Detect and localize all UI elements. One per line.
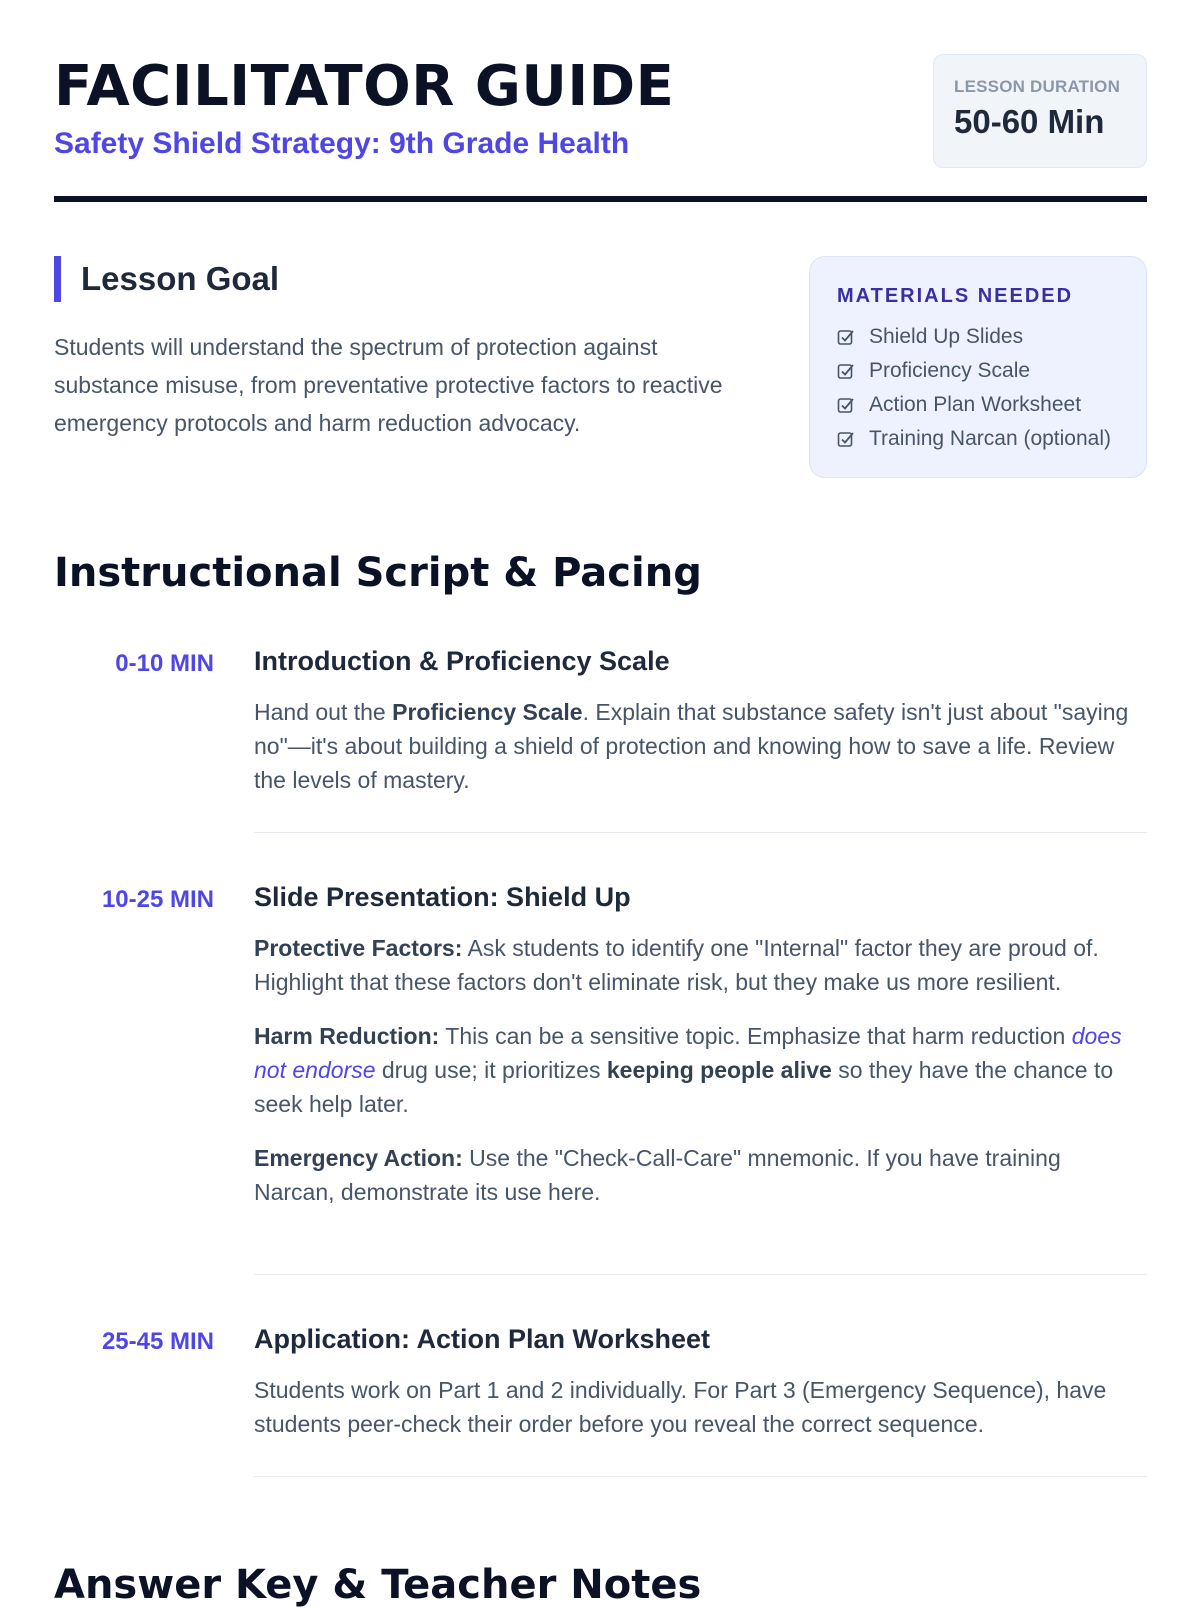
step-divider: [254, 1274, 1147, 1275]
text-segment: so they have the chance to seek help later.: [254, 1057, 1114, 1117]
text-segment: This can be a sensitive topic. Emphasize that harm reduction: [439, 1023, 1072, 1049]
materials-item-label: Proficiency Scale: [869, 359, 1031, 382]
step-paragraph: Students work on Part 1 and 2 individually. For Part 3 (Emergency Sequence), have students peer-check their order before you reveal the correct sequence.: [254, 1377, 1107, 1437]
materials-card: [809, 256, 1147, 478]
step-divider: [254, 1476, 1147, 1477]
goal-accent-bar: [54, 256, 61, 302]
step-paragraph: [254, 931, 1147, 999]
materials-item: [837, 320, 1119, 354]
checkbox-checked-icon: [837, 362, 855, 380]
text-segment: drug use; it prioritizes: [375, 1057, 607, 1083]
step-content: [254, 646, 1147, 817]
step-paragraph: [254, 1141, 1147, 1209]
text-strong: Harm Reduction:: [254, 1023, 440, 1049]
step-divider: [254, 832, 1147, 833]
step-time: 0-10 MIN: [115, 650, 214, 677]
checkbox-checked-icon: [837, 328, 855, 346]
materials-item: [837, 354, 1119, 388]
text-strong: Protective Factors:: [254, 935, 463, 961]
answer-key-heading: Answer Key & Teacher Notes: [54, 1562, 702, 1608]
materials-item: [837, 422, 1119, 456]
materials-item-label: Action Plan Worksheet: [869, 393, 1082, 416]
step-content: [254, 882, 1147, 1229]
text-segment: Hand out the: [254, 699, 393, 725]
text-strong: Proficiency Scale: [392, 699, 583, 725]
page-title: FACILITATOR GUIDE: [54, 54, 675, 119]
materials-item: [837, 388, 1119, 422]
duration-label: LESSON DURATION: [954, 77, 1121, 96]
step-title: Application: Action Plan Worksheet: [254, 1324, 711, 1354]
lesson-goal-heading: Lesson Goal: [81, 260, 280, 297]
facilitator-guide-page: [54, 0, 1147, 1608]
text-segment: Ask students to identify one "Internal" factor they are proud of. Highlight that these factors don't eliminate risk, but they make us more resilient.: [254, 935, 1099, 995]
materials-item-label: Shield Up Slides: [869, 325, 1024, 348]
step-paragraph: [254, 1019, 1147, 1121]
text-strong: Emergency Action:: [254, 1145, 463, 1171]
materials-heading: MATERIALS NEEDED: [837, 285, 1074, 307]
text-strong: keeping people alive: [606, 1057, 832, 1083]
checkbox-checked-icon: [837, 396, 855, 414]
page-subtitle: Safety Shield Strategy: 9th Grade Health: [54, 127, 630, 160]
step-title: Introduction & Proficiency Scale: [254, 646, 670, 676]
lesson-goal-text: Students will understand the spectrum of protection against substance misuse, from preventative protective factors to reactive emergency protocols and harm reduction advocacy.: [54, 334, 723, 436]
step-content: [254, 1324, 1147, 1461]
header-divider: [54, 196, 1147, 202]
duration-value: 50-60 Min: [954, 103, 1105, 140]
script-heading: Instructional Script & Pacing: [54, 550, 702, 596]
step-paragraph: [254, 695, 1147, 797]
checkbox-checked-icon: [837, 430, 855, 448]
materials-list: [837, 320, 1119, 456]
step-time: 25-45 MIN: [101, 1328, 214, 1355]
text-emphasis: does not endorse: [254, 1023, 1122, 1083]
materials-item-label: Training Narcan (optional): [869, 427, 1112, 450]
text-segment: . Explain that substance safety isn't just about "saying no"—it's about building a shield of protection and knowing how to save a life. Review the levels of mastery.: [254, 699, 1129, 793]
step-time: 10-25 MIN: [101, 886, 214, 913]
text-segment: Use the "Check-Call-Care" mnemonic. If you have training Narcan, demonstrate its use here.: [254, 1145, 1061, 1205]
lesson-duration-card: [933, 54, 1147, 168]
step-title: Slide Presentation: Shield Up: [254, 882, 631, 912]
